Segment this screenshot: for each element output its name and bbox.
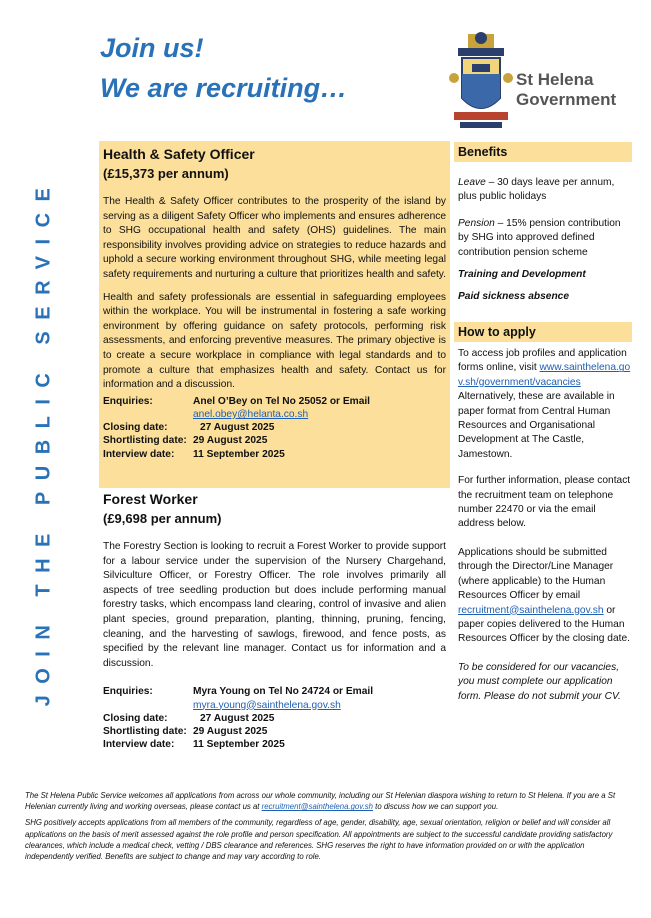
leave-text: – 30 days leave per annum, plus public holidays (458, 177, 615, 203)
job-card-forest-worker (99, 490, 450, 751)
interview-label: Interview date: (103, 739, 175, 751)
enquiries-email-link[interactable]: myra.young@sainthelena.gov.sh (193, 699, 341, 711)
apply-p1-text-2: Alternatively, these are available in paper format from Central Human Resources and Organisational Development at The Castle, Jamestown. (458, 391, 615, 460)
benefit-training: Training and Development (458, 269, 586, 281)
apply-paragraph-4: To be considered for our vacancies, you must complete our application form. Please do not submit your CV. (458, 661, 621, 702)
org-name-line-1: St Helena (516, 70, 594, 89)
apply-p3-text: Applications should be submitted through the Director/Line Manager (where applicable) to the Human Resources Officer by email (458, 546, 614, 602)
hero-heading (100, 28, 347, 108)
apply-p1-text: To access job profiles and application forms online, visit (458, 348, 627, 374)
shortlist-label: Shortlisting date: (103, 725, 187, 737)
closing-value: 27 August 2025 (200, 712, 275, 724)
shortlist-value: 29 August 2025 (193, 435, 268, 447)
leave-title: Leave (458, 177, 486, 188)
interview-value: 11 September 2025 (193, 739, 285, 751)
benefits-list (458, 176, 633, 313)
job-salary: (£15,373 per annum) (103, 166, 229, 181)
apply-paragraph-2: For further information, please contact the recruitment team on telephone number 22470 or via the email address below. (458, 475, 631, 530)
job-description: The Forestry Section is looking to recruit a Forest Worker to provide support for a labour service under the supervision of the Nursery Chargehand, Silviculture Officer, or Forestry Officer. The role involves primarily all aspects of tree seedling production but does include performing manual forestry tasks, which encompass land clearing, control of invasive and alien plant species, ground preparation, planting, thinning, pruning, fencing, cleaning, and the harvesting of sawlogs, firewood, and fence posts, as specified by the relevant line manager. Contact us for information and a discussion. (103, 541, 446, 669)
job-salary: (£9,698 per annum) (103, 511, 222, 526)
apply-paragraph-3 (458, 546, 633, 647)
how-to-apply-heading: How to apply (454, 322, 632, 342)
benefit-pension (458, 217, 633, 260)
vacancies-link[interactable]: www.sainthelena.gov.sh/government/vacancies (458, 362, 631, 388)
footer (25, 790, 633, 867)
job-description: The Health & Safety Officer contributes to the prosperity of the island by serving as a diligent Safety Officer who implements and ensures adherence to SHG occupational health and safety (OHS) guidelines. The main responsibility involves providing advice on strategies to reduce hazards and uphold a secure working environment throughout SHG, while meeting legal safety requirements and nurturing a culture that prioritizes health and safety. (103, 196, 446, 280)
job-details (99, 395, 450, 461)
vertical-banner-text: JOIN THE PUBLIC SERVICE (32, 176, 55, 707)
hero-line-1: Join us! (100, 33, 204, 63)
benefit-leave (458, 176, 633, 205)
job-card-health-safety (99, 141, 450, 488)
job-title: Health & Safety Officer (103, 146, 255, 162)
enquiries-label: Enquiries: (103, 395, 153, 407)
enquiries-text: Myra Young on Tel No 24724 or Email (193, 686, 374, 698)
enquiries-text: Anel O’Bey on Tel No 25052 or Email (193, 395, 371, 407)
shortlist-value: 29 August 2025 (193, 725, 268, 737)
apply-p3-text-2: or paper copies delivered to the Human Resources Officer by the closing date. (458, 604, 630, 645)
closing-label: Closing date: (103, 712, 168, 724)
footer-paragraph-1 (25, 790, 633, 812)
footer-email-link[interactable]: recruitment@sainthelena.gov.sh (261, 802, 373, 812)
recruitment-email-link[interactable]: recruitment@sainthelena.gov.sh (458, 604, 604, 616)
job-details (99, 685, 450, 751)
interview-label: Interview date: (103, 448, 175, 460)
benefits-heading: Benefits (454, 142, 632, 162)
footer-paragraph-2: SHG positively accepts applications from all members of the community, regardless of age, gender, disability, age, sexual orientation, religion or belief and will consider all applications on the basis of merit assessed against the role profile and person specification. All appointments are subject to the successful candidate providing satisfactory clearances, which include a medical check, vetting / DBS clearance and references. SHG reserves the right to have information provided on or with the application independently verified. Benefits are subject to change and may vary according to role. (25, 818, 613, 862)
hero-line-2: We are recruiting… (100, 73, 348, 103)
coat-of-arms-icon (448, 28, 514, 136)
footer-p1-text: The St Helena Public Service welcomes all applications from across our whole community, including our St Helenian diaspora wishing to return to St Helena. If you are a St Helenian currently living and working overseas, please contact us at (25, 791, 616, 812)
closing-label: Closing date: (103, 422, 168, 434)
interview-value: 11 September 2025 (193, 448, 285, 460)
enquiries-email-link[interactable]: anel.obey@helanta.co.sh (193, 408, 309, 420)
apply-paragraph-1 (458, 347, 633, 462)
enquiries-label: Enquiries: (103, 686, 153, 698)
how-to-apply-body (458, 347, 633, 712)
job-description-2: Health and safety professionals are essential in safeguarding employees within the workplace. You will be instrumental in fostering a safe working environment by offering guidance on safety protocols, performing risk assessments, and enforcing preventive measures. The primary objective is to create a secure workplace in compliance with legal standards and to promote a culture that emphasizes health and safety. Contact us for information and a discussion. (103, 291, 446, 391)
pension-title: Pension (458, 217, 495, 229)
benefit-sickness: Paid sickness absence (458, 291, 569, 303)
government-name (516, 70, 616, 110)
pension-text: – 15% pension contribution by SHG into approved defined contribution pension scheme (458, 217, 621, 258)
closing-value: 27 August 2025 (200, 422, 275, 434)
org-name-line-2: Government (516, 90, 617, 109)
shortlist-label: Shortlisting date: (103, 435, 187, 447)
vertical-banner (34, 150, 58, 730)
footer-p1-text-2: to discuss how we can support you. (373, 802, 499, 812)
job-title: Forest Worker (103, 491, 198, 507)
